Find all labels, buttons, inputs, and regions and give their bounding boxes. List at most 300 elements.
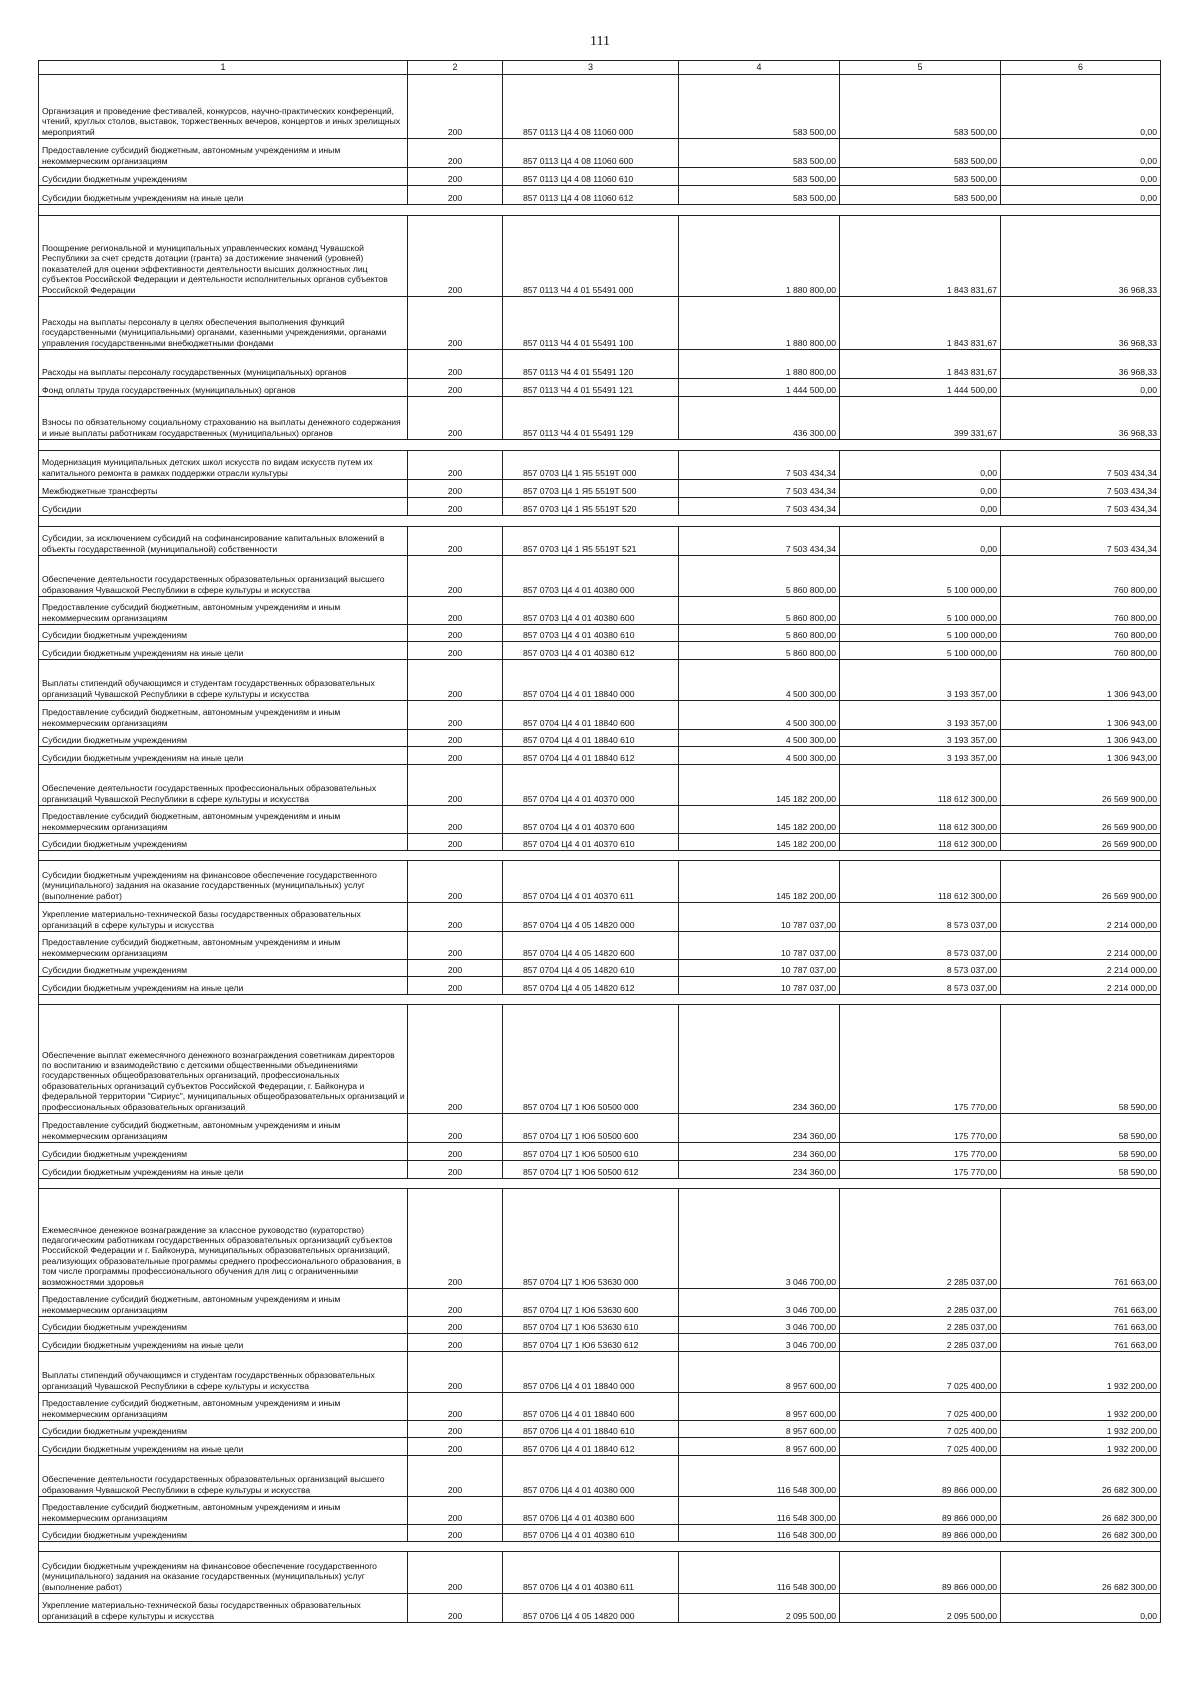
row-budget-code: 857 0706 Ц4 4 01 40380 611 bbox=[503, 1552, 679, 1594]
row-value-col4: 5 860 800,00 bbox=[679, 597, 840, 625]
table-row bbox=[39, 556, 1161, 597]
table-row bbox=[39, 350, 1161, 379]
header-cell-col4: 4 bbox=[679, 61, 840, 75]
row-value-col5: 118 612 300,00 bbox=[840, 765, 1001, 806]
row-value-col5: 8 573 037,00 bbox=[840, 977, 1001, 995]
table-row bbox=[39, 1352, 1161, 1393]
table-row bbox=[39, 1317, 1161, 1334]
row-value-col4: 10 787 037,00 bbox=[679, 932, 840, 960]
row-value-col6: 7 503 434,34 bbox=[1001, 480, 1161, 498]
table-row bbox=[39, 730, 1161, 747]
row-value-col6: 760 800,00 bbox=[1001, 597, 1161, 625]
row-value-col4: 5 860 800,00 bbox=[679, 642, 840, 660]
spacer-cell bbox=[408, 851, 503, 861]
row-value-col6: 1 306 943,00 bbox=[1001, 730, 1161, 747]
row-budget-code: 857 0113 Ч4 4 01 55491 120 bbox=[503, 350, 679, 379]
row-value-col5: 399 331,67 bbox=[840, 397, 1001, 440]
row-value-col5: 3 193 357,00 bbox=[840, 660, 1001, 701]
row-admin-code: 200 bbox=[408, 1438, 503, 1456]
row-value-col5: 2 285 037,00 bbox=[840, 1289, 1001, 1317]
row-description: Субсидии бюджетным учреждениям на иные цели bbox=[39, 747, 408, 765]
row-budget-code: 857 0703 Ц4 4 01 40380 612 bbox=[503, 642, 679, 660]
row-admin-code: 200 bbox=[408, 765, 503, 806]
row-value-col5: 2 285 037,00 bbox=[840, 1317, 1001, 1334]
spacer-cell bbox=[408, 1542, 503, 1552]
spacer-row bbox=[39, 1179, 1161, 1189]
row-admin-code: 200 bbox=[408, 1594, 503, 1623]
row-description: Субсидии бюджетным учреждениям bbox=[39, 960, 408, 977]
table-row bbox=[39, 960, 1161, 977]
row-value-col6: 26 569 900,00 bbox=[1001, 861, 1161, 903]
row-admin-code: 200 bbox=[408, 556, 503, 597]
row-description: Укрепление материально-технической базы государственных образовательных организаций в сфере культуры и искусства bbox=[39, 1594, 408, 1623]
table-row bbox=[39, 480, 1161, 498]
row-value-col5: 1 843 831,67 bbox=[840, 297, 1001, 350]
row-value-col6: 1 306 943,00 bbox=[1001, 660, 1161, 701]
spacer-cell bbox=[39, 1179, 408, 1189]
spacer-row bbox=[39, 205, 1161, 216]
row-description: Субсидии бюджетным учреждениям bbox=[39, 1143, 408, 1161]
row-description: Предоставление субсидий бюджетным, автономным учреждениям и иным некоммерческим организациям bbox=[39, 806, 408, 834]
table-row bbox=[39, 397, 1161, 440]
table-row bbox=[39, 168, 1161, 186]
row-budget-code: 857 0706 Ц4 4 01 40380 610 bbox=[503, 1525, 679, 1542]
row-description: Выплаты стипендий обучающимся и студентам государственных образовательных организаций Чувашской Республики в сфере культуры и искусства bbox=[39, 660, 408, 701]
row-value-col6: 36 968,33 bbox=[1001, 297, 1161, 350]
row-value-col5: 2 285 037,00 bbox=[840, 1189, 1001, 1289]
row-value-col6: 760 800,00 bbox=[1001, 625, 1161, 642]
row-value-col4: 116 548 300,00 bbox=[679, 1497, 840, 1525]
spacer-cell bbox=[408, 205, 503, 216]
table-row bbox=[39, 1421, 1161, 1438]
spacer-cell bbox=[39, 516, 408, 527]
row-value-col5: 1 843 831,67 bbox=[840, 350, 1001, 379]
row-value-col4: 234 360,00 bbox=[679, 1143, 840, 1161]
table-row bbox=[39, 806, 1161, 834]
spacer-cell bbox=[679, 851, 840, 861]
row-value-col4: 1 880 800,00 bbox=[679, 216, 840, 297]
row-value-col4: 10 787 037,00 bbox=[679, 903, 840, 932]
row-value-col6: 0,00 bbox=[1001, 1594, 1161, 1623]
row-description: Субсидии бюджетным учреждениям bbox=[39, 1525, 408, 1542]
row-value-col6: 761 663,00 bbox=[1001, 1189, 1161, 1289]
spacer-cell bbox=[503, 851, 679, 861]
row-admin-code: 200 bbox=[408, 903, 503, 932]
row-value-col5: 8 573 037,00 bbox=[840, 960, 1001, 977]
row-value-col5: 8 573 037,00 bbox=[840, 932, 1001, 960]
row-value-col4: 8 957 600,00 bbox=[679, 1421, 840, 1438]
row-budget-code: 857 0704 Ц4 4 05 14820 600 bbox=[503, 932, 679, 960]
row-value-col4: 3 046 700,00 bbox=[679, 1289, 840, 1317]
row-description: Субсидии бюджетным учреждениям на иные цели bbox=[39, 977, 408, 995]
row-admin-code: 200 bbox=[408, 730, 503, 747]
row-value-col5: 3 193 357,00 bbox=[840, 747, 1001, 765]
spacer-cell bbox=[1001, 995, 1161, 1005]
spacer-cell bbox=[679, 995, 840, 1005]
row-value-col6: 7 503 434,34 bbox=[1001, 498, 1161, 516]
row-value-col4: 116 548 300,00 bbox=[679, 1456, 840, 1497]
row-value-col4: 10 787 037,00 bbox=[679, 960, 840, 977]
row-value-col4: 2 095 500,00 bbox=[679, 1594, 840, 1623]
row-description: Укрепление материально-технической базы государственных образовательных организаций в сфере культуры и искусства bbox=[39, 903, 408, 932]
budget-table bbox=[38, 60, 1161, 1623]
row-admin-code: 200 bbox=[408, 932, 503, 960]
row-budget-code: 857 0706 Ц4 4 01 18840 610 bbox=[503, 1421, 679, 1438]
row-description: Субсидии бюджетным учреждениям на иные цели bbox=[39, 186, 408, 205]
row-description: Обеспечение выплат ежемесячного денежного вознаграждения советникам директоров по воспитанию и взаимодействию с детскими общественными объединениями государственных общеобразовательных организаций, профессиональных образовательных организаций субъектов Российской Федерации, г. Байконура и федеральной территории "Сириус", муниципальных общеобразовательных организаций и профессиональных образовательных организаций bbox=[39, 1005, 408, 1114]
row-value-col4: 145 182 200,00 bbox=[679, 765, 840, 806]
row-value-col6: 26 682 300,00 bbox=[1001, 1456, 1161, 1497]
table-row bbox=[39, 747, 1161, 765]
row-admin-code: 200 bbox=[408, 397, 503, 440]
row-value-col5: 2 285 037,00 bbox=[840, 1334, 1001, 1352]
row-value-col5: 0,00 bbox=[840, 498, 1001, 516]
row-value-col6: 26 682 300,00 bbox=[1001, 1497, 1161, 1525]
row-description: Обеспечение деятельности государственных профессиональных образовательных организаций Чувашской Республики в сфере культуры и искусства bbox=[39, 765, 408, 806]
row-budget-code: 857 0703 Ц4 4 01 40380 000 bbox=[503, 556, 679, 597]
row-value-col5: 0,00 bbox=[840, 480, 1001, 498]
row-description: Поощрение региональной и муниципальных управленческих команд Чувашской Республики за счет средств дотации (гранта) за достижение значений (уровней) показателей для оценки эффективности деятельности высших должностных лиц субъектов Российской Федерации и деятельности исполнительных органов субъектов Российской Федерации bbox=[39, 216, 408, 297]
row-value-col6: 7 503 434,34 bbox=[1001, 451, 1161, 480]
row-value-col4: 8 957 600,00 bbox=[679, 1438, 840, 1456]
row-admin-code: 200 bbox=[408, 597, 503, 625]
row-value-col5: 89 866 000,00 bbox=[840, 1456, 1001, 1497]
table-row bbox=[39, 660, 1161, 701]
row-value-col5: 7 025 400,00 bbox=[840, 1352, 1001, 1393]
row-value-col5: 5 100 000,00 bbox=[840, 597, 1001, 625]
row-value-col5: 1 444 500,00 bbox=[840, 379, 1001, 397]
table-row bbox=[39, 498, 1161, 516]
table-row bbox=[39, 216, 1161, 297]
row-admin-code: 200 bbox=[408, 625, 503, 642]
spacer-cell bbox=[503, 516, 679, 527]
table-row bbox=[39, 1289, 1161, 1317]
table-row bbox=[39, 903, 1161, 932]
spacer-row bbox=[39, 995, 1161, 1005]
spacer-row bbox=[39, 1542, 1161, 1552]
row-value-col6: 1 932 200,00 bbox=[1001, 1421, 1161, 1438]
row-value-col6: 36 968,33 bbox=[1001, 350, 1161, 379]
spacer-cell bbox=[503, 1179, 679, 1189]
row-value-col6: 2 214 000,00 bbox=[1001, 960, 1161, 977]
row-value-col5: 1 843 831,67 bbox=[840, 216, 1001, 297]
row-value-col4: 3 046 700,00 bbox=[679, 1317, 840, 1334]
row-value-col6: 0,00 bbox=[1001, 379, 1161, 397]
table-row bbox=[39, 625, 1161, 642]
row-admin-code: 200 bbox=[408, 861, 503, 903]
spacer-cell bbox=[840, 205, 1001, 216]
row-admin-code: 200 bbox=[408, 168, 503, 186]
row-admin-code: 200 bbox=[408, 977, 503, 995]
row-value-col5: 118 612 300,00 bbox=[840, 861, 1001, 903]
row-description: Предоставление субсидий бюджетным, автономным учреждениям и иным некоммерческим организациям bbox=[39, 1393, 408, 1421]
table-row bbox=[39, 834, 1161, 851]
row-value-col4: 145 182 200,00 bbox=[679, 806, 840, 834]
spacer-cell bbox=[840, 851, 1001, 861]
header-cell-col1: 1 bbox=[39, 61, 408, 75]
row-value-col5: 5 100 000,00 bbox=[840, 556, 1001, 597]
row-value-col6: 58 590,00 bbox=[1001, 1143, 1161, 1161]
row-value-col6: 760 800,00 bbox=[1001, 642, 1161, 660]
table-row bbox=[39, 1438, 1161, 1456]
row-value-col5: 583 500,00 bbox=[840, 139, 1001, 168]
table-row bbox=[39, 379, 1161, 397]
spacer-cell bbox=[408, 440, 503, 451]
row-admin-code: 200 bbox=[408, 1289, 503, 1317]
row-value-col6: 2 214 000,00 bbox=[1001, 977, 1161, 995]
row-budget-code: 857 0704 Ц4 4 05 14820 000 bbox=[503, 903, 679, 932]
spacer-cell bbox=[840, 995, 1001, 1005]
spacer-cell bbox=[679, 1179, 840, 1189]
spacer-row bbox=[39, 440, 1161, 451]
row-value-col6: 2 214 000,00 bbox=[1001, 903, 1161, 932]
row-budget-code: 857 0113 Ч4 4 01 55491 000 bbox=[503, 216, 679, 297]
spacer-cell bbox=[408, 516, 503, 527]
table-row bbox=[39, 642, 1161, 660]
row-budget-code: 857 0703 Ц4 1 Я5 5519Т 521 bbox=[503, 527, 679, 556]
row-value-col4: 7 503 434,34 bbox=[679, 498, 840, 516]
row-value-col4: 583 500,00 bbox=[679, 186, 840, 205]
row-budget-code: 857 0113 Ц4 4 08 11060 610 bbox=[503, 168, 679, 186]
row-budget-code: 857 0704 Ц7 1 Ю6 50500 612 bbox=[503, 1161, 679, 1179]
row-description: Субсидии бюджетным учреждениям на иные цели bbox=[39, 1161, 408, 1179]
row-value-col6: 58 590,00 bbox=[1001, 1114, 1161, 1143]
row-budget-code: 857 0706 Ц4 4 01 18840 600 bbox=[503, 1393, 679, 1421]
row-value-col5: 7 025 400,00 bbox=[840, 1393, 1001, 1421]
row-budget-code: 857 0703 Ц4 4 01 40380 600 bbox=[503, 597, 679, 625]
table-row bbox=[39, 139, 1161, 168]
table-row bbox=[39, 1456, 1161, 1497]
row-value-col4: 145 182 200,00 bbox=[679, 834, 840, 851]
table-row bbox=[39, 597, 1161, 625]
row-description: Субсидии бюджетным учреждениям на финансовое обеспечение государственного (муниципального) задания на оказание государственных (муниципальных) услуг (выполнение работ) bbox=[39, 861, 408, 903]
row-value-col5: 175 770,00 bbox=[840, 1114, 1001, 1143]
row-value-col4: 583 500,00 bbox=[679, 168, 840, 186]
table-row bbox=[39, 186, 1161, 205]
row-value-col5: 175 770,00 bbox=[840, 1143, 1001, 1161]
row-description: Взносы по обязательному социальному страхованию на выплаты денежного содержания и иные выплаты работникам государственных (муниципальных) органов bbox=[39, 397, 408, 440]
row-admin-code: 200 bbox=[408, 350, 503, 379]
row-budget-code: 857 0703 Ц4 4 01 40380 610 bbox=[503, 625, 679, 642]
table-row bbox=[39, 1161, 1161, 1179]
row-value-col4: 4 500 300,00 bbox=[679, 660, 840, 701]
spacer-cell bbox=[39, 851, 408, 861]
row-description: Расходы на выплаты персоналу в целях обеспечения выполнения функций государственными (муниципальными) органами, казенными учреждениями, органами управления государственными внебюджетными фондами bbox=[39, 297, 408, 350]
row-value-col4: 234 360,00 bbox=[679, 1005, 840, 1114]
spacer-cell bbox=[503, 995, 679, 1005]
table-row bbox=[39, 1552, 1161, 1594]
row-value-col6: 0,00 bbox=[1001, 75, 1161, 139]
table-row bbox=[39, 1393, 1161, 1421]
row-budget-code: 857 0704 Ц7 1 Ю6 53630 612 bbox=[503, 1334, 679, 1352]
header-cell-col5: 5 bbox=[840, 61, 1001, 75]
row-admin-code: 200 bbox=[408, 1189, 503, 1289]
row-admin-code: 200 bbox=[408, 297, 503, 350]
row-description: Предоставление субсидий бюджетным, автономным учреждениям и иным некоммерческим организациям bbox=[39, 1289, 408, 1317]
row-description: Фонд оплаты труда государственных (муниципальных) органов bbox=[39, 379, 408, 397]
row-value-col6: 761 663,00 bbox=[1001, 1317, 1161, 1334]
row-value-col4: 7 503 434,34 bbox=[679, 480, 840, 498]
row-description: Расходы на выплаты персоналу государственных (муниципальных) органов bbox=[39, 350, 408, 379]
row-value-col6: 36 968,33 bbox=[1001, 397, 1161, 440]
row-admin-code: 200 bbox=[408, 1005, 503, 1114]
row-budget-code: 857 0704 Ц4 4 01 40370 611 bbox=[503, 861, 679, 903]
row-description: Обеспечение деятельности государственных образовательных организаций высшего образования Чувашской Республики в сфере культуры и искусства bbox=[39, 1456, 408, 1497]
row-value-col6: 760 800,00 bbox=[1001, 556, 1161, 597]
row-value-col5: 8 573 037,00 bbox=[840, 903, 1001, 932]
row-admin-code: 200 bbox=[408, 1161, 503, 1179]
table-row bbox=[39, 451, 1161, 480]
table-row bbox=[39, 765, 1161, 806]
row-description: Субсидии бюджетным учреждениям на иные цели bbox=[39, 642, 408, 660]
row-admin-code: 200 bbox=[408, 1114, 503, 1143]
row-value-col6: 0,00 bbox=[1001, 168, 1161, 186]
row-description: Субсидии бюджетным учреждениям bbox=[39, 834, 408, 851]
row-value-col6: 7 503 434,34 bbox=[1001, 527, 1161, 556]
row-budget-code: 857 0704 Ц4 4 01 40370 000 bbox=[503, 765, 679, 806]
row-admin-code: 200 bbox=[408, 1143, 503, 1161]
spacer-cell bbox=[679, 205, 840, 216]
row-value-col5: 3 193 357,00 bbox=[840, 730, 1001, 747]
spacer-cell bbox=[840, 1542, 1001, 1552]
row-budget-code: 857 0704 Ц4 4 05 14820 610 bbox=[503, 960, 679, 977]
spacer-cell bbox=[1001, 1179, 1161, 1189]
row-value-col6: 0,00 bbox=[1001, 186, 1161, 205]
row-description: Субсидии бюджетным учреждениям bbox=[39, 1317, 408, 1334]
table-row bbox=[39, 977, 1161, 995]
row-budget-code: 857 0113 Ц4 4 08 11060 612 bbox=[503, 186, 679, 205]
row-description: Выплаты стипендий обучающимся и студентам государственных образовательных организаций Чувашской Республики в сфере культуры и искусства bbox=[39, 1352, 408, 1393]
row-budget-code: 857 0113 Ч4 4 01 55491 129 bbox=[503, 397, 679, 440]
row-value-col4: 583 500,00 bbox=[679, 139, 840, 168]
row-value-col4: 234 360,00 bbox=[679, 1114, 840, 1143]
row-budget-code: 857 0706 Ц4 4 01 40380 600 bbox=[503, 1497, 679, 1525]
row-value-col6: 2 214 000,00 bbox=[1001, 932, 1161, 960]
row-budget-code: 857 0703 Ц4 1 Я5 5519Т 500 bbox=[503, 480, 679, 498]
row-admin-code: 200 bbox=[408, 806, 503, 834]
row-admin-code: 200 bbox=[408, 660, 503, 701]
row-budget-code: 857 0704 Ц7 1 Ю6 50500 000 bbox=[503, 1005, 679, 1114]
row-description: Субсидии бюджетным учреждениям bbox=[39, 1421, 408, 1438]
row-value-col6: 761 663,00 bbox=[1001, 1289, 1161, 1317]
row-budget-code: 857 0706 Ц4 4 01 18840 612 bbox=[503, 1438, 679, 1456]
row-value-col6: 0,00 bbox=[1001, 139, 1161, 168]
row-value-col5: 2 095 500,00 bbox=[840, 1594, 1001, 1623]
row-value-col5: 118 612 300,00 bbox=[840, 834, 1001, 851]
spacer-cell bbox=[1001, 851, 1161, 861]
row-budget-code: 857 0704 Ц4 4 05 14820 612 bbox=[503, 977, 679, 995]
row-admin-code: 200 bbox=[408, 1352, 503, 1393]
row-value-col6: 26 569 900,00 bbox=[1001, 765, 1161, 806]
row-budget-code: 857 0703 Ц4 1 Я5 5519Т 520 bbox=[503, 498, 679, 516]
row-description: Предоставление субсидий бюджетным, автономным учреждениям и иным некоммерческим организациям bbox=[39, 1497, 408, 1525]
spacer-cell bbox=[1001, 440, 1161, 451]
table-row bbox=[39, 297, 1161, 350]
spacer-cell bbox=[39, 440, 408, 451]
row-budget-code: 857 0704 Ц7 1 Ю6 50500 610 bbox=[503, 1143, 679, 1161]
table-row bbox=[39, 1497, 1161, 1525]
table-row bbox=[39, 1114, 1161, 1143]
row-admin-code: 200 bbox=[408, 642, 503, 660]
row-budget-code: 857 0704 Ц4 4 01 40370 610 bbox=[503, 834, 679, 851]
spacer-row bbox=[39, 516, 1161, 527]
row-admin-code: 200 bbox=[408, 960, 503, 977]
spacer-cell bbox=[840, 516, 1001, 527]
row-value-col4: 5 860 800,00 bbox=[679, 556, 840, 597]
row-value-col4: 4 500 300,00 bbox=[679, 747, 840, 765]
row-value-col6: 26 682 300,00 bbox=[1001, 1552, 1161, 1594]
spacer-cell bbox=[679, 1542, 840, 1552]
row-description: Предоставление субсидий бюджетным, автономным учреждениям и иным некоммерческим организациям bbox=[39, 139, 408, 168]
row-value-col5: 7 025 400,00 bbox=[840, 1438, 1001, 1456]
spacer-cell bbox=[840, 1179, 1001, 1189]
row-description: Субсидии, за исключением субсидий на софинансирование капитальных вложений в объекты государственной (муниципальной) собственности bbox=[39, 527, 408, 556]
table-row bbox=[39, 701, 1161, 730]
spacer-cell bbox=[679, 516, 840, 527]
spacer-cell bbox=[39, 995, 408, 1005]
row-value-col4: 3 046 700,00 bbox=[679, 1189, 840, 1289]
spacer-cell bbox=[840, 440, 1001, 451]
row-budget-code: 857 0704 Ц4 4 01 18840 600 bbox=[503, 701, 679, 730]
row-value-col4: 145 182 200,00 bbox=[679, 861, 840, 903]
row-value-col5: 7 025 400,00 bbox=[840, 1421, 1001, 1438]
row-value-col5: 5 100 000,00 bbox=[840, 625, 1001, 642]
row-value-col4: 234 360,00 bbox=[679, 1161, 840, 1179]
row-value-col4: 8 957 600,00 bbox=[679, 1393, 840, 1421]
row-budget-code: 857 0113 Ч4 4 01 55491 100 bbox=[503, 297, 679, 350]
row-value-col5: 175 770,00 bbox=[840, 1005, 1001, 1114]
row-budget-code: 857 0113 Ц4 4 08 11060 600 bbox=[503, 139, 679, 168]
row-admin-code: 200 bbox=[408, 451, 503, 480]
row-value-col6: 26 569 900,00 bbox=[1001, 806, 1161, 834]
row-value-col6: 26 682 300,00 bbox=[1001, 1525, 1161, 1542]
row-value-col4: 5 860 800,00 bbox=[679, 625, 840, 642]
spacer-cell bbox=[1001, 516, 1161, 527]
row-admin-code: 200 bbox=[408, 498, 503, 516]
row-value-col4: 8 957 600,00 bbox=[679, 1352, 840, 1393]
spacer-row bbox=[39, 851, 1161, 861]
row-admin-code: 200 bbox=[408, 1393, 503, 1421]
row-description: Предоставление субсидий бюджетным, автономным учреждениям и иным некоммерческим организациям bbox=[39, 1114, 408, 1143]
row-description: Модернизация муниципальных детских школ искусств по видам искусств путем их капитального ремонта в рамках поддержки отрасли культуры bbox=[39, 451, 408, 480]
row-value-col4: 1 880 800,00 bbox=[679, 297, 840, 350]
row-value-col6: 1 306 943,00 bbox=[1001, 747, 1161, 765]
row-budget-code: 857 0704 Ц4 4 01 40370 600 bbox=[503, 806, 679, 834]
table-row bbox=[39, 75, 1161, 139]
row-budget-code: 857 0113 Ц4 4 08 11060 000 bbox=[503, 75, 679, 139]
spacer-cell bbox=[1001, 1542, 1161, 1552]
row-value-col6: 58 590,00 bbox=[1001, 1005, 1161, 1114]
row-description: Предоставление субсидий бюджетным, автономным учреждениям и иным некоммерческим организациям bbox=[39, 597, 408, 625]
row-admin-code: 200 bbox=[408, 701, 503, 730]
row-admin-code: 200 bbox=[408, 1421, 503, 1438]
header-cell-col6: 6 bbox=[1001, 61, 1161, 75]
row-value-col4: 1 880 800,00 bbox=[679, 350, 840, 379]
row-value-col5: 0,00 bbox=[840, 527, 1001, 556]
row-admin-code: 200 bbox=[408, 1525, 503, 1542]
row-description: Организация и проведение фестивалей, конкурсов, научно-практических конференций, чтений, круглых столов, выставок, торжественных вечеров, концертов и иных зрелищных мероприятий bbox=[39, 75, 408, 139]
row-description: Субсидии бюджетным учреждениям на иные цели bbox=[39, 1334, 408, 1352]
table-row bbox=[39, 1594, 1161, 1623]
row-admin-code: 200 bbox=[408, 75, 503, 139]
row-value-col4: 116 548 300,00 bbox=[679, 1552, 840, 1594]
table-row bbox=[39, 861, 1161, 903]
table-row bbox=[39, 1334, 1161, 1352]
row-description: Предоставление субсидий бюджетным, автономным учреждениям и иным некоммерческим организациям bbox=[39, 932, 408, 960]
header-cell-col3: 3 bbox=[503, 61, 679, 75]
row-budget-code: 857 0704 Ц7 1 Ю6 50500 600 bbox=[503, 1114, 679, 1143]
row-budget-code: 857 0704 Ц7 1 Ю6 53630 600 bbox=[503, 1289, 679, 1317]
